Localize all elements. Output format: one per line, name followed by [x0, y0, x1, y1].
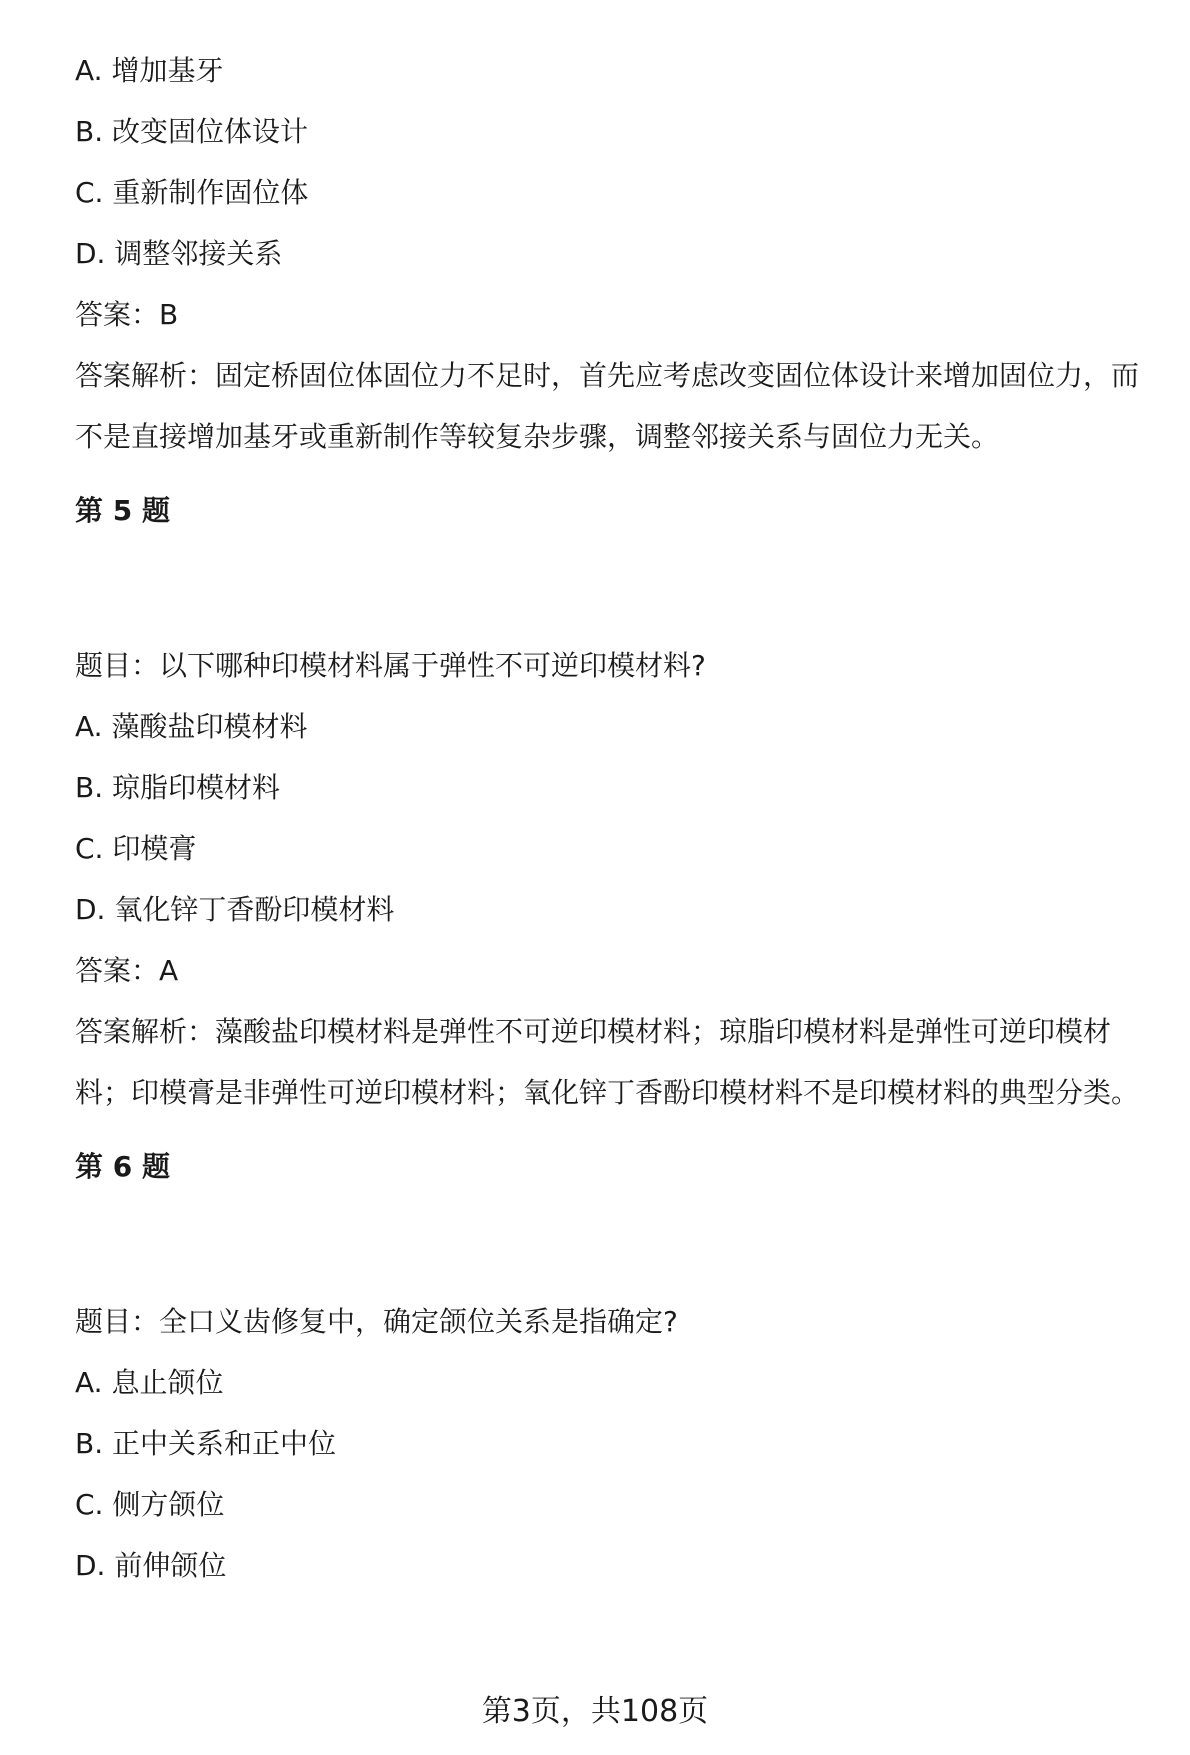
q6-option-a: A. 息止颌位 — [75, 1366, 224, 1399]
q6-stem: 题目：全口义齿修复中，确定颌位关系是指确定? — [75, 1305, 678, 1338]
q5-option-b: B. 琼脂印模材料 — [75, 771, 281, 804]
q4-answer: 答案：B — [75, 298, 179, 331]
q6-heading: 第 6 题 — [75, 1150, 170, 1183]
q5-analysis: 答案解析：藻酸盐印模材料是弹性不可逆印模材料；琼脂印模材料是弹性可逆印模材料；印模膏是非弹性可逆印模材料；氧化锌丁香酚印模材料不是印模材料的典型分类。 — [75, 1015, 1140, 1109]
q5-option-c: C. 印模膏 — [75, 832, 197, 865]
document-page — [75, 40, 1165, 1596]
q4-analysis: 答案解析：固定桥固位体固位力不足时，首先应考虑改变固位体设计来增加固位力，而不是直接增加基牙或重新制作等较复杂步骤，调整邻接关系与固位力无关。 — [75, 359, 1140, 453]
q4-option-d: D. 调整邻接关系 — [75, 237, 283, 270]
q5-stem: 题目：以下哪种印模材料属于弹性不可逆印模材料? — [75, 649, 706, 682]
q4-option-c: C. 重新制作固位体 — [75, 176, 309, 209]
q5-answer: 答案：A — [75, 954, 179, 987]
q4-option-b: B. 改变固位体设计 — [75, 115, 309, 148]
q5-option-d: D. 氧化锌丁香酚印模材料 — [75, 893, 395, 926]
q5-heading: 第 5 题 — [75, 494, 170, 527]
q6-option-d: D. 前伸颌位 — [75, 1549, 227, 1582]
q5-option-a: A. 藻酸盐印模材料 — [75, 710, 308, 743]
q6-option-b: B. 正中关系和正中位 — [75, 1427, 337, 1460]
page-number-footer: 第3页，共108页 — [481, 1694, 709, 1729]
q6-option-c: C. 侧方颌位 — [75, 1488, 225, 1521]
q4-option-a: A. 增加基牙 — [75, 54, 224, 87]
